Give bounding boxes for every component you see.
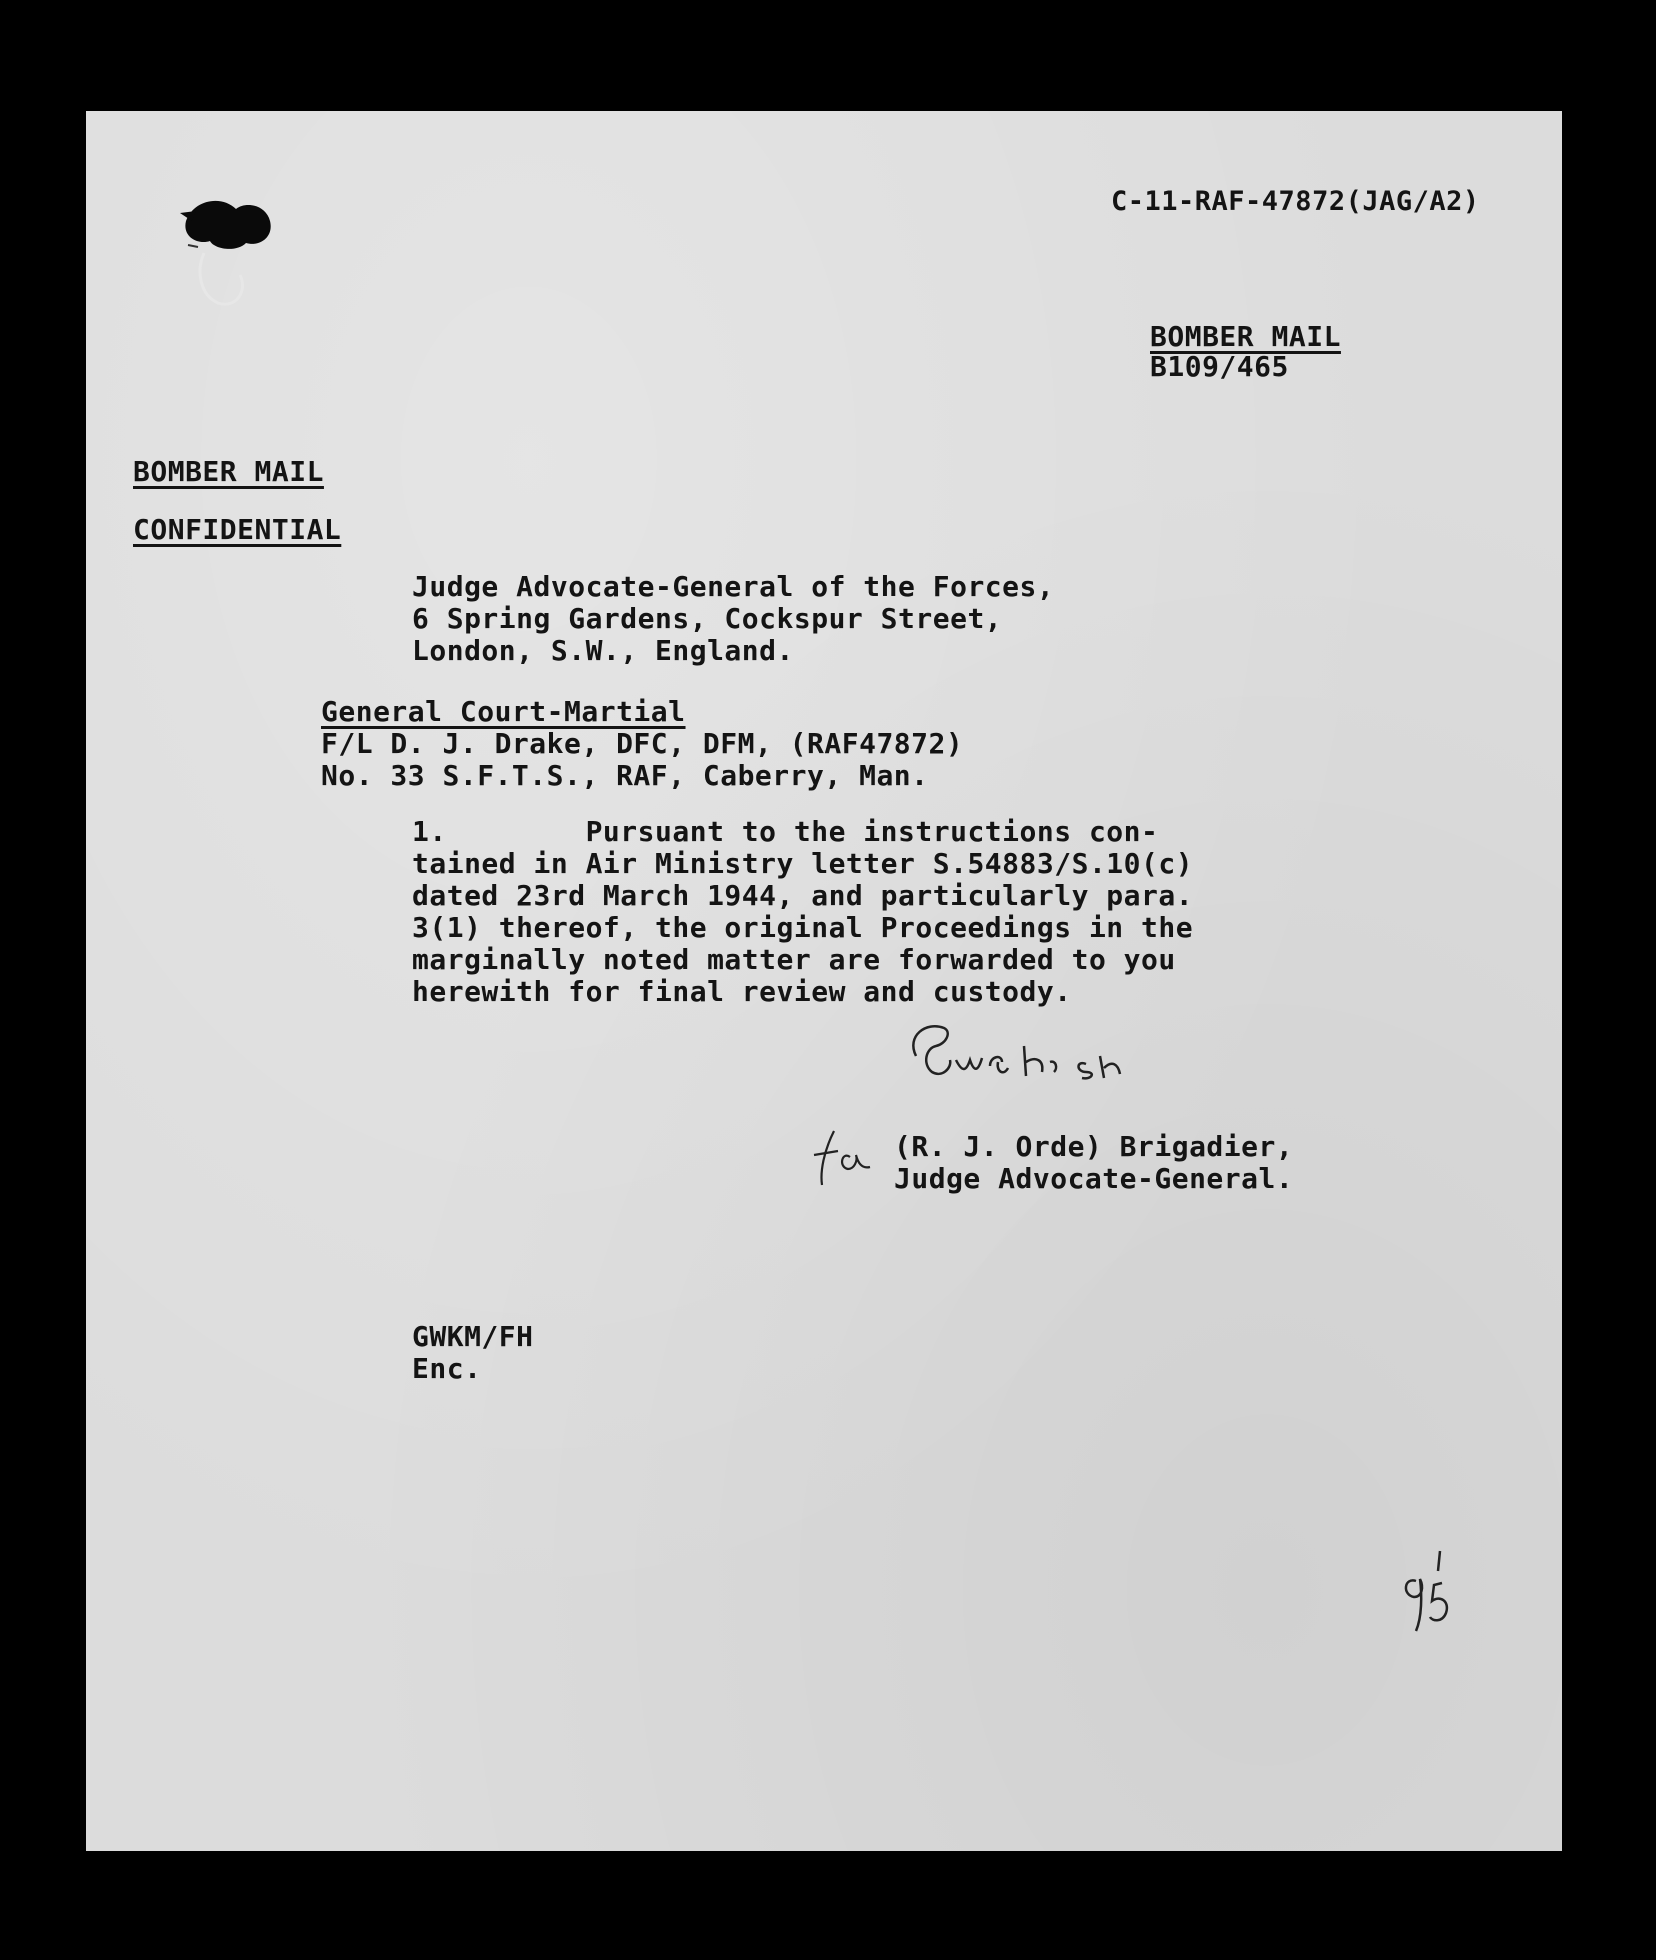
body-line: herewith for final review and custody.	[412, 975, 1072, 1008]
subject-line: No. 33 S.F.T.S., RAF, Caberry, Man.	[321, 759, 929, 792]
mail-label: BOMBER MAIL	[133, 455, 324, 488]
reference-initials: GWKM/FH	[412, 1320, 534, 1353]
addressee-line: 6 Spring Gardens, Cockspur Street,	[412, 602, 1003, 635]
for-annotation	[804, 1111, 894, 1191]
body-line: marginally noted matter are forwarded to you	[412, 943, 1176, 976]
body-line: dated 23rd March 1944, and particularly para.	[412, 879, 1194, 912]
file-reference: C-11-RAF-47872(JAG/A2)	[1111, 186, 1480, 217]
body-line: 3(1) thereof, the original Proceedings in the	[412, 911, 1194, 944]
ink-blot	[174, 191, 284, 321]
signatory-name: (R. J. Orde) Brigadier,	[894, 1130, 1294, 1163]
handwritten-signature	[886, 1016, 1186, 1096]
body-line: tained in Air Ministry letter S.54883/S.10(c)	[412, 847, 1194, 880]
enclosure-note: Enc.	[412, 1352, 482, 1385]
top-right-mail-label: BOMBER MAIL	[1150, 320, 1341, 353]
handwritten-page-number	[1386, 1531, 1466, 1641]
subject-heading: General Court-Martial	[321, 695, 686, 728]
signatory-title: Judge Advocate-General.	[894, 1162, 1294, 1195]
letter-page	[86, 111, 1562, 1851]
body-line: 1. Pursuant to the instructions con-	[412, 815, 1159, 848]
classification-label: CONFIDENTIAL	[133, 513, 342, 546]
addressee-line: London, S.W., England.	[412, 634, 794, 667]
top-right-reference: B109/465	[1150, 350, 1289, 383]
subject-line: F/L D. J. Drake, DFC, DFM, (RAF47872)	[321, 727, 964, 760]
addressee-line: Judge Advocate-General of the Forces,	[412, 570, 1055, 603]
